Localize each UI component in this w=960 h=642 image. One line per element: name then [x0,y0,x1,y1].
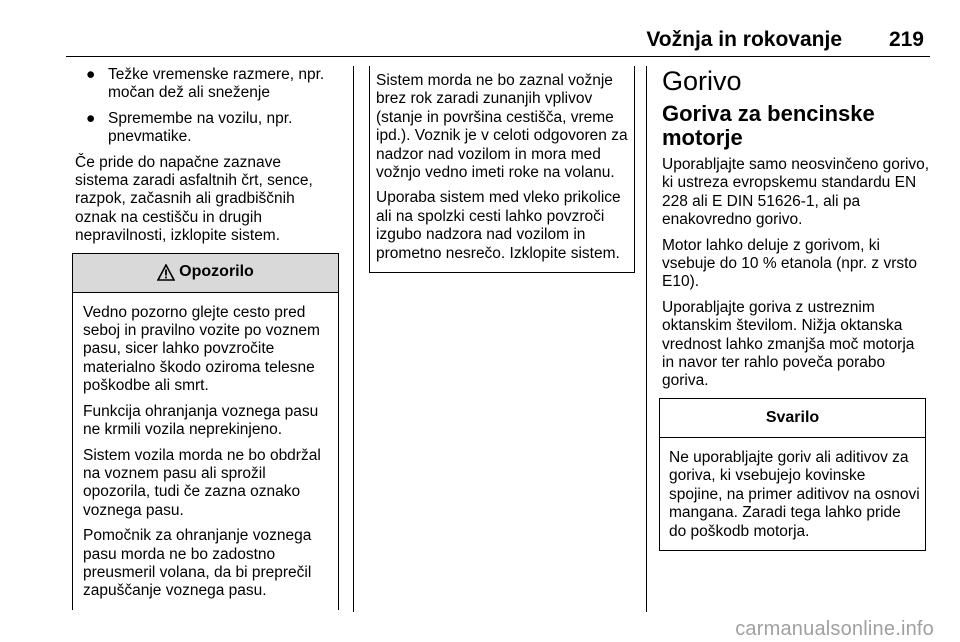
body-paragraph: Če pride do napačne zaznave sistema zaradi asfaltnih črt, sence, razpok, začasnih ali gradbiščnih oznak na cestišču in drugih nepravilnosti, izklopite sistem. [75,153,313,245]
warning-box-continued [369,66,635,273]
warning-body [370,66,634,272]
bullet-list [75,66,337,147]
warning-header [73,254,338,293]
caution-body [660,438,925,550]
warning-body [73,293,338,610]
warning-paragraph: Pomočnik za ohranjanje voznega pasu morda ne bo zadostno preusmeril volana, da bi preprečil zapuščanje voznega pasu. [83,527,312,600]
section-title: Vožnja in rokovanje [646,28,842,51]
column-divider [646,66,647,612]
warning-paragraph: Funkcija ohranjanja voznega pasu ne krmili vozila neprekinjeno. [83,402,319,439]
warning-paragraph: Sistem vozila morda ne bo obdržal na voznem pasu ali sprožil opozorila, tudi če zazna oznako voznega pasu. [83,446,321,519]
list-item: ● Spremembe na vozilu, npr. pnevmatike. [86,109,293,146]
warning-paragraph: Sistem morda ne bo zaznal vožnje brez rok zaradi zunanjih vplivov (stanje in površina cestišča, vreme ipd.). Voznik je v celoti odgovoren za nadzor nad vozilom in mora med vožnjo vedno imeti roke na volanu. [376,72,628,182]
list-item: ● Težke vremenske razmere, npr. močan dež ali sneženje [86,66,325,102]
warning-paragraph: Vedno pozorno glejte cesto pred seboj in pravilno vozite po voznem pasu, sicer lahko povzročite materialno škodo oziroma telesne poškodbe ali smrt. [83,303,320,395]
column-right [662,66,930,551]
warning-triangle-icon [157,264,175,281]
body-paragraph: Uporabljajte samo neosvinčeno gorivo, ki ustreza evropskemu standardu EN 228 ali E DIN 51626-1, ali pa enakovredno gorivo. [662,156,930,229]
caution-header [660,399,925,438]
column-divider [353,66,354,612]
subsection-heading: Goriva za bencinske motorje [662,101,875,150]
body-paragraph: Motor lahko deluje z gorivom, ki vsebuje do 10 % etanola (npr. z vrsto E10). [662,236,918,291]
watermark: carmanualsonline.info [735,618,934,640]
warning-title: Opozorilo [179,263,254,281]
warning-box [72,253,339,610]
warning-paragraph: Uporaba sistem med vleko prikolice ali na spolzki cesti lahko povzroči izgubo nadzora nad vozilom in prometno nesrečo. Izklopite sistem. [376,189,621,262]
caution-paragraph: Ne uporabljajte goriv ali aditivov za goriva, ki vsebujejo kovinske spojine, na primer aditivov na osnovi mangana. Zaradi tega lahko pride do poškodb motorja. [669,448,920,540]
section-heading: Gorivo [662,66,742,96]
caution-title: Svarilo [765,408,820,426]
body-paragraph: Uporabljajte goriva z ustreznim oktanskim številom. Nižja oktanska vrednost lahko zmanjša moč motorja in navor ter rahlo poveča porabo goriva. [662,298,915,390]
column-left [75,66,337,610]
column-middle [372,66,634,273]
caution-box [659,398,926,551]
page-header [66,26,930,57]
page-number: 219 [888,28,924,51]
